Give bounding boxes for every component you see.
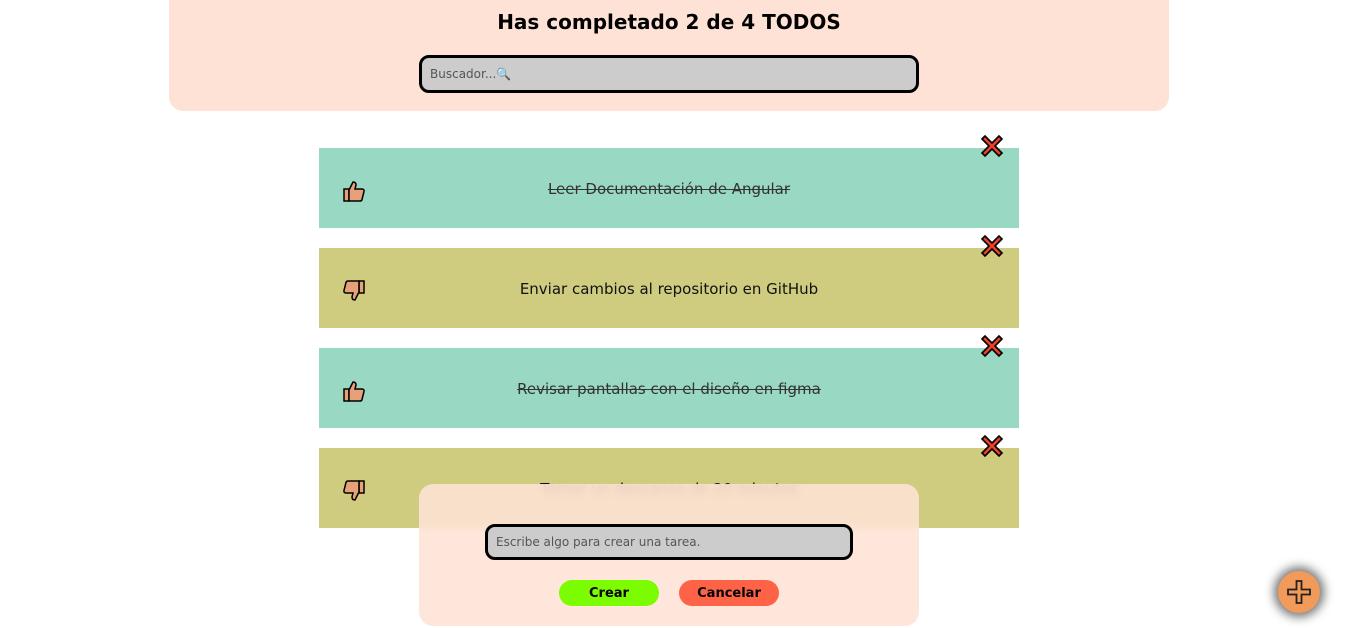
search-input[interactable] bbox=[422, 58, 916, 90]
todo-item bbox=[319, 248, 1019, 328]
search-box[interactable] bbox=[419, 55, 919, 93]
cancel-button[interactable]: Cancelar bbox=[679, 580, 779, 606]
todo-item bbox=[319, 348, 1019, 428]
todo-text: Leer Documentación de Angular bbox=[547, 180, 791, 198]
delete-icon[interactable] bbox=[978, 332, 1006, 360]
new-todo-input[interactable] bbox=[488, 527, 850, 557]
create-todo-modal bbox=[419, 484, 919, 626]
page-title: Has completado 2 de 4 TODOS bbox=[497, 10, 841, 34]
delete-icon[interactable] bbox=[978, 432, 1006, 460]
delete-icon[interactable] bbox=[978, 132, 1006, 160]
create-button[interactable]: Crear bbox=[559, 580, 659, 606]
todo-text: Revisar pantallas con el diseño en figma bbox=[517, 380, 821, 398]
delete-icon[interactable] bbox=[978, 232, 1006, 260]
add-todo-button[interactable] bbox=[1278, 571, 1320, 613]
todo-text: Enviar cambios al repositorio en GitHub bbox=[519, 280, 819, 298]
new-todo-field[interactable] bbox=[485, 524, 853, 560]
plus-icon bbox=[1285, 578, 1313, 606]
todo-item bbox=[319, 148, 1019, 228]
header bbox=[169, 0, 1169, 111]
